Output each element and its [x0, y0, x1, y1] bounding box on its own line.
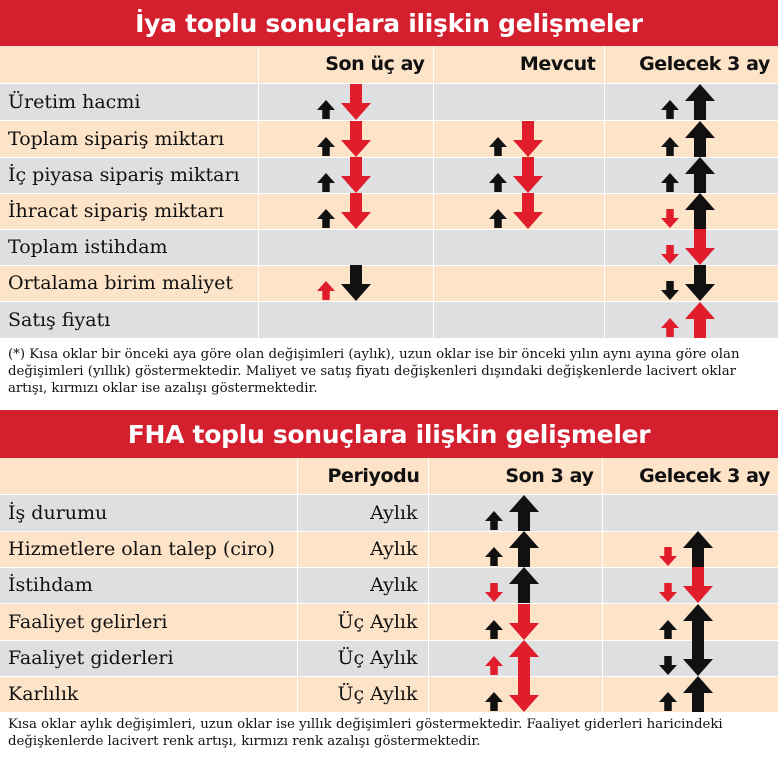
cell-son-3-ay: [428, 531, 602, 567]
row-label: Hizmetlere olan talep (ciro): [0, 531, 297, 567]
fha-col-gelecek: Gelecek 3 ay: [602, 458, 778, 494]
iya-col-son-uc-ay: Son üç ay: [258, 46, 433, 83]
cell-periyodu: Üç Aylık: [297, 640, 428, 676]
cell-mevcut: [433, 157, 604, 193]
arrow-shape: [317, 137, 335, 156]
arrow-up-navy-long-icon: [683, 604, 713, 640]
cell-son-uc-ay: [258, 120, 433, 157]
iya-header-row: [0, 46, 778, 83]
arrow-pair: [661, 193, 715, 229]
arrow-down-navy-short-icon: [661, 281, 679, 300]
arrow-shape: [509, 495, 539, 531]
arrow-pair: [317, 121, 371, 157]
arrow-shape: [485, 656, 503, 675]
cell-gelecek: [604, 120, 778, 157]
arrow-shape: [683, 640, 713, 676]
arrow-up-navy-long-icon: [685, 84, 715, 120]
cell-gelecek: [602, 603, 778, 640]
cell-periyodu: Aylık: [297, 567, 428, 603]
fha-title: FHA toplu sonuçlara ilişkin gelişmeler: [0, 410, 778, 458]
arrow-down-red-short-icon: [659, 583, 677, 602]
cell-gelecek: [604, 193, 778, 229]
fha-row: [0, 603, 778, 640]
arrow-shape: [513, 193, 543, 229]
cell-periyodu: Üç Aylık: [297, 603, 428, 640]
arrow-down-red-long-icon: [509, 604, 539, 640]
arrow-shape: [509, 640, 539, 676]
iya-row: [0, 193, 778, 229]
arrow-pair: [317, 193, 371, 229]
fha-row: [0, 640, 778, 676]
arrow-down-red-long-icon: [341, 121, 371, 157]
arrow-shape: [317, 209, 335, 228]
iya-table: [0, 46, 778, 339]
arrow-down-red-short-icon: [485, 583, 503, 602]
arrow-pair: [317, 157, 371, 193]
arrow-pair: [485, 495, 539, 531]
cell-son-uc-ay: [258, 83, 433, 120]
row-label: Ortalama birim maliyet: [0, 265, 258, 301]
arrow-shape: [683, 531, 713, 567]
arrow-down-red-long-icon: [513, 157, 543, 193]
arrow-shape: [485, 583, 503, 602]
cell-gelecek: [602, 640, 778, 676]
arrow-shape: [509, 604, 539, 640]
arrow-pair: [661, 84, 715, 120]
arrow-pair: [485, 604, 539, 640]
arrow-shape: [661, 281, 679, 300]
fha-row: [0, 531, 778, 567]
arrow-down-navy-short-icon: [659, 656, 677, 675]
iya-row: [0, 83, 778, 120]
arrow-up-navy-long-icon: [683, 531, 713, 567]
row-label: İhracat sipariş miktarı: [0, 193, 258, 229]
arrow-pair: [485, 640, 539, 676]
arrow-pair: [661, 121, 715, 157]
arrow-up-navy-short-icon: [489, 173, 507, 192]
arrow-down-red-long-icon: [513, 193, 543, 229]
row-label: İş durumu: [0, 494, 297, 531]
arrow-shape: [661, 173, 679, 192]
arrow-shape: [685, 193, 715, 229]
arrow-shape: [341, 193, 371, 229]
arrow-up-navy-long-icon: [509, 495, 539, 531]
arrow-up-navy-long-icon: [685, 157, 715, 193]
iya-row: [0, 265, 778, 301]
arrow-down-navy-long-icon: [683, 640, 713, 676]
arrow-shape: [683, 567, 713, 603]
arrow-up-navy-short-icon: [485, 692, 503, 711]
arrow-shape: [513, 157, 543, 193]
arrow-down-navy-long-icon: [341, 265, 371, 301]
fha-col-son-3-ay: Son 3 ay: [428, 458, 602, 494]
cell-son-uc-ay: [258, 265, 433, 301]
cell-gelecek: [604, 229, 778, 265]
arrow-shape: [659, 583, 677, 602]
iya-col-gelecek: Gelecek 3 ay: [604, 46, 778, 83]
arrow-pair: [489, 121, 543, 157]
arrow-down-red-long-icon: [341, 84, 371, 120]
arrow-shape: [661, 245, 679, 264]
arrow-shape: [485, 692, 503, 711]
arrow-shape: [661, 209, 679, 228]
arrow-down-red-long-icon: [685, 229, 715, 265]
arrow-pair: [659, 531, 713, 567]
cell-mevcut: [433, 229, 604, 265]
cell-gelecek: [604, 83, 778, 120]
fha-header-row: [0, 458, 778, 494]
iya-title: İya toplu sonuçlara ilişkin gelişmeler: [0, 0, 778, 46]
row-label: Toplam sipariş miktarı: [0, 120, 258, 157]
arrow-up-navy-short-icon: [659, 620, 677, 639]
arrow-shape: [509, 676, 539, 712]
arrow-pair: [659, 640, 713, 676]
arrow-shape: [685, 157, 715, 193]
arrow-down-navy-long-icon: [685, 265, 715, 301]
fha-col-periyodu: Periyodu: [297, 458, 428, 494]
arrow-up-red-short-icon: [661, 318, 679, 337]
arrow-shape: [513, 121, 543, 157]
arrow-shape: [683, 604, 713, 640]
cell-son-3-ay: [428, 567, 602, 603]
row-label: Toplam istihdam: [0, 229, 258, 265]
cell-son-3-ay: [428, 676, 602, 712]
arrow-pair: [485, 567, 539, 603]
arrow-up-navy-short-icon: [659, 692, 677, 711]
cell-son-3-ay: [428, 494, 602, 531]
iya-row: [0, 301, 778, 338]
cell-periyodu: Aylık: [297, 531, 428, 567]
arrow-down-red-long-icon: [509, 676, 539, 712]
cell-mevcut: [433, 301, 604, 338]
cell-gelecek: [602, 676, 778, 712]
arrow-pair: [661, 157, 715, 193]
arrow-down-red-short-icon: [661, 245, 679, 264]
cell-son-3-ay: [428, 603, 602, 640]
cell-periyodu: Üç Aylık: [297, 676, 428, 712]
iya-row: [0, 157, 778, 193]
arrow-shape: [489, 137, 507, 156]
arrow-up-navy-short-icon: [485, 547, 503, 566]
cell-mevcut: [433, 83, 604, 120]
arrow-shape: [485, 547, 503, 566]
cell-gelecek: [604, 301, 778, 338]
cell-gelecek: [604, 265, 778, 301]
arrow-up-navy-short-icon: [485, 620, 503, 639]
cell-son-uc-ay: [258, 229, 433, 265]
arrow-shape: [685, 121, 715, 157]
arrow-up-navy-short-icon: [489, 209, 507, 228]
cell-gelecek: [602, 531, 778, 567]
fha-row: [0, 567, 778, 603]
arrow-pair: [489, 193, 543, 229]
arrow-down-red-long-icon: [513, 121, 543, 157]
cell-gelecek: [604, 157, 778, 193]
arrow-shape: [489, 173, 507, 192]
arrow-shape: [685, 229, 715, 265]
cell-mevcut: [433, 120, 604, 157]
arrow-pair: [661, 265, 715, 301]
arrow-shape: [683, 676, 713, 712]
fha-table: [0, 458, 778, 713]
arrow-shape: [485, 511, 503, 530]
row-label: İç piyasa sipariş miktarı: [0, 157, 258, 193]
arrow-down-red-long-icon: [683, 567, 713, 603]
arrow-shape: [685, 302, 715, 338]
arrow-up-navy-short-icon: [317, 100, 335, 119]
cell-gelecek: [602, 567, 778, 603]
row-label: İstihdam: [0, 567, 297, 603]
cell-son-3-ay: [428, 640, 602, 676]
arrow-shape: [659, 547, 677, 566]
arrow-shape: [661, 137, 679, 156]
row-label: Faaliyet gelirleri: [0, 603, 297, 640]
cell-gelecek: [602, 494, 778, 531]
arrow-shape: [659, 656, 677, 675]
cell-son-uc-ay: [258, 301, 433, 338]
arrow-up-red-short-icon: [317, 281, 335, 300]
arrow-up-navy-long-icon: [685, 193, 715, 229]
arrow-down-red-short-icon: [661, 209, 679, 228]
arrow-pair: [661, 229, 715, 265]
arrow-up-navy-long-icon: [685, 121, 715, 157]
arrow-shape: [317, 100, 335, 119]
arrow-shape: [659, 620, 677, 639]
arrow-shape: [341, 265, 371, 301]
arrow-shape: [509, 531, 539, 567]
cell-periyodu: Aylık: [297, 494, 428, 531]
iya-row: [0, 120, 778, 157]
arrow-up-navy-short-icon: [317, 173, 335, 192]
arrow-up-navy-short-icon: [485, 511, 503, 530]
arrow-shape: [509, 567, 539, 603]
arrow-shape: [341, 121, 371, 157]
arrow-down-red-long-icon: [341, 193, 371, 229]
arrow-shape: [685, 265, 715, 301]
arrow-up-navy-short-icon: [489, 137, 507, 156]
arrow-pair: [489, 157, 543, 193]
iya-row: [0, 229, 778, 265]
arrow-up-red-long-icon: [685, 302, 715, 338]
arrow-up-navy-short-icon: [661, 173, 679, 192]
arrow-down-red-short-icon: [659, 547, 677, 566]
arrow-pair: [661, 302, 715, 338]
fha-row: [0, 494, 778, 531]
arrow-shape: [317, 173, 335, 192]
arrow-up-red-long-icon: [509, 640, 539, 676]
arrow-shape: [489, 209, 507, 228]
arrow-shape: [341, 84, 371, 120]
arrow-up-navy-short-icon: [317, 137, 335, 156]
cell-son-uc-ay: [258, 157, 433, 193]
row-label: Faaliyet giderleri: [0, 640, 297, 676]
arrow-down-red-long-icon: [341, 157, 371, 193]
fha-row: [0, 676, 778, 712]
fha-footnote: Kısa oklar aylık değişimleri, uzun oklar ise yıllık değişimleri göstermektedir. Faaliyet giderleri haricindeki değişkenlerde lacivert renk artışı, kırmızı renk azalışı göstermektedir.: [8, 717, 723, 749]
arrow-pair: [317, 84, 371, 120]
row-label: Satış fiyatı: [0, 301, 258, 338]
arrow-up-navy-long-icon: [509, 531, 539, 567]
arrow-pair: [659, 676, 713, 712]
arrow-up-navy-short-icon: [317, 209, 335, 228]
arrow-shape: [661, 100, 679, 119]
arrow-shape: [317, 281, 335, 300]
iya-col-mevcut: Mevcut: [433, 46, 604, 83]
arrow-shape: [341, 157, 371, 193]
arrow-up-navy-long-icon: [683, 676, 713, 712]
arrow-up-navy-long-icon: [509, 567, 539, 603]
arrow-up-navy-short-icon: [661, 100, 679, 119]
arrow-pair: [659, 604, 713, 640]
arrow-shape: [685, 84, 715, 120]
arrow-shape: [485, 620, 503, 639]
row-label: Üretim hacmi: [0, 83, 258, 120]
iya-footnote: (*) Kısa oklar bir önceki aya göre olan değişimleri (aylık), uzun oklar ise bir önceki yılın aynı ayına göre olan değişimleri (yıllık) göstermektedir. Maliyet ve satış fiyatı değişkenleri dışındaki değişkenlerde lacivert oklar artışı, kırmızı oklar ise azalışı göstermektedir.: [8, 347, 740, 396]
row-label: Karlılık: [0, 676, 297, 712]
cell-son-uc-ay: [258, 193, 433, 229]
arrow-pair: [485, 676, 539, 712]
arrow-up-navy-short-icon: [661, 137, 679, 156]
arrow-shape: [659, 692, 677, 711]
arrow-pair: [317, 265, 371, 301]
cell-mevcut: [433, 265, 604, 301]
arrow-pair: [485, 531, 539, 567]
arrow-up-red-short-icon: [485, 656, 503, 675]
arrow-shape: [661, 318, 679, 337]
cell-mevcut: [433, 193, 604, 229]
arrow-pair: [659, 567, 713, 603]
